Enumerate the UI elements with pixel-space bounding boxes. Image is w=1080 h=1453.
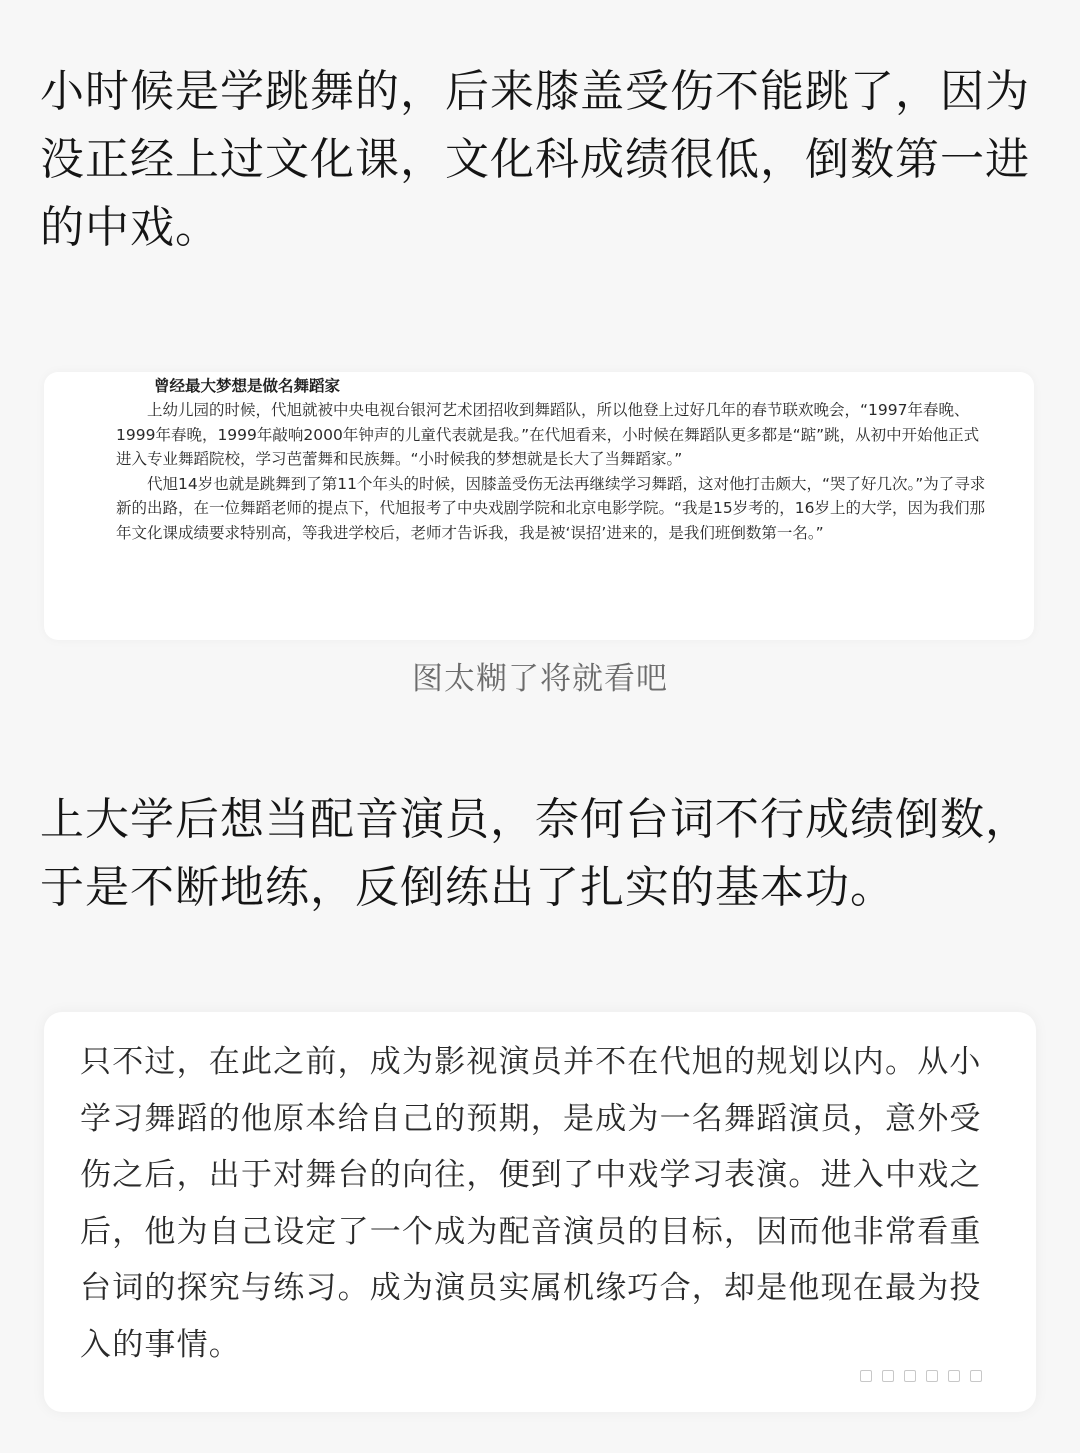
image-caption: 图太糊了将就看吧 (412, 661, 668, 697)
scanned-article-image[interactable] (44, 372, 1034, 640)
watermark-square (970, 1370, 982, 1382)
second-paragraph: 上大学后想当配音演员，奈何台词不行成绩倒数，于是不断地练，反倒练出了扎实的基本功。 (40, 794, 1030, 913)
watermark-square (926, 1370, 938, 1382)
watermark-square (860, 1370, 872, 1382)
scanned-article-paragraph: 代旭14岁也就是跳舞到了第11个年头的时候，因膝盖受伤无法再继续学习舞蹈，这对他打击颇大，“哭了好几次。”为了寻求新的出路，在一位舞蹈老师的提点下，代旭报考了中央戏剧学院和北京电影学院。“我是15岁考的，16岁上的大学，因为我们那年文化课成绩要求特别高，等我进学校后，老师才告诉我，我是被‘误招’进来的，是我们班倒数第一名。” (116, 474, 986, 542)
watermark-square (904, 1370, 916, 1382)
quote-text: 只不过，在此之前，成为影视演员并不在代旭的规划以内。从小学习舞蹈的他原本给自己的预期，是成为一名舞蹈演员，意外受伤之后，出于对舞台的向往，便到了中戏学习表演。进入中戏之后，他为自己设定了一个成为配音演员的目标，因而他非常看重台词的探究与练习。成为演员实属机缘巧合，却是他现在最为投入的事情。 (80, 1044, 982, 1363)
watermark-square (948, 1370, 960, 1382)
intro-paragraph: 小时候是学跳舞的，后来膝盖受伤不能跳了，因为没正经上过文化课，文化科成绩很低，倒数第一进的中戏。 (40, 66, 1030, 253)
scanned-article-text (116, 374, 994, 545)
watermark-marks (860, 1370, 1004, 1382)
quote-card (44, 1012, 1036, 1412)
scanned-article-paragraph: 上幼儿园的时候，代旭就被中央电视台银河艺术团招收到舞蹈队，所以他登上过好几年的春节联欢晚会，“1997年春晚、1999年春晚，1999年敲响2000年钟声的儿童代表就是我。”在代旭看来，小时候在舞蹈队更多都是“踮”跳，从初中开始他正式进入专业舞蹈院校，学习芭蕾舞和民族舞。“小时候我的梦想就是长大了当舞蹈家。” (116, 401, 980, 468)
watermark-square (882, 1370, 894, 1382)
scanned-article-title: 曾经最大梦想是做名舞蹈家 (154, 377, 341, 395)
